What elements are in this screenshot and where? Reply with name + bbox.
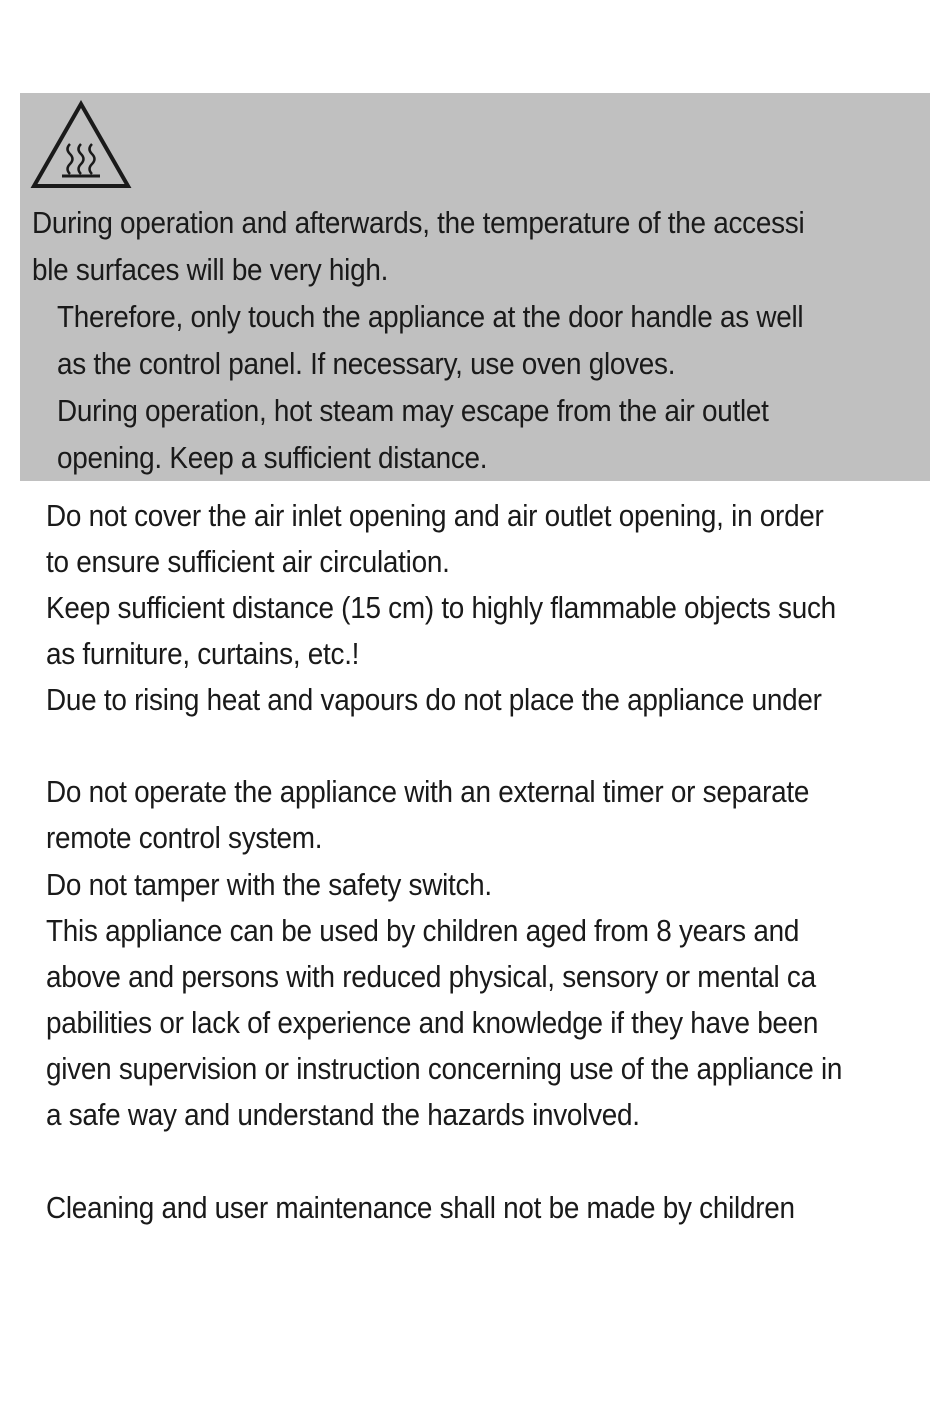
body-text-line: This appliance can be used by children aged from 8 years and — [46, 913, 800, 948]
warning-text-line: During operation and afterwards, the temperature of the accessi — [32, 205, 805, 240]
body-text-line: above and persons with reduced physical, sensory or mental ca — [46, 959, 816, 994]
body-text-line: remote control system. — [46, 820, 323, 855]
body-text-line: a safe way and understand the hazards involved. — [46, 1097, 640, 1132]
warning-text-line: as the control panel. If necessary, use oven gloves. — [57, 346, 676, 381]
body-text-line: Do not tamper with the safety switch. — [46, 867, 492, 902]
warning-text-line: ble surfaces will be very high. — [32, 252, 389, 287]
body-text-line: to ensure sufficient air circulation. — [46, 544, 450, 579]
body-text-line: Do not operate the appliance with an external timer or separate — [46, 774, 810, 809]
body-text-line: Cleaning and user maintenance shall not be made by children — [46, 1190, 795, 1225]
body-text-line: Due to rising heat and vapours do not place the appliance under — [46, 682, 822, 717]
warning-text-line: opening. Keep a sufficient distance. — [57, 440, 488, 475]
body-text-line: Keep sufficient distance (15 cm) to highly flammable objects such — [46, 590, 836, 625]
body-text-line: as furniture, curtains, etc.! — [46, 636, 360, 671]
hot-surface-warning-icon — [30, 100, 132, 190]
body-text-line: given supervision or instruction concerning use of the appliance in — [46, 1051, 843, 1086]
warning-text-line: Therefore, only touch the appliance at the door handle as well — [57, 299, 804, 334]
warning-text-line: During operation, hot steam may escape from the air outlet — [57, 393, 769, 428]
body-text-line: pabilities or lack of experience and knowledge if they have been — [46, 1005, 819, 1040]
body-text-line: Do not cover the air inlet opening and air outlet opening, in order — [46, 498, 824, 533]
